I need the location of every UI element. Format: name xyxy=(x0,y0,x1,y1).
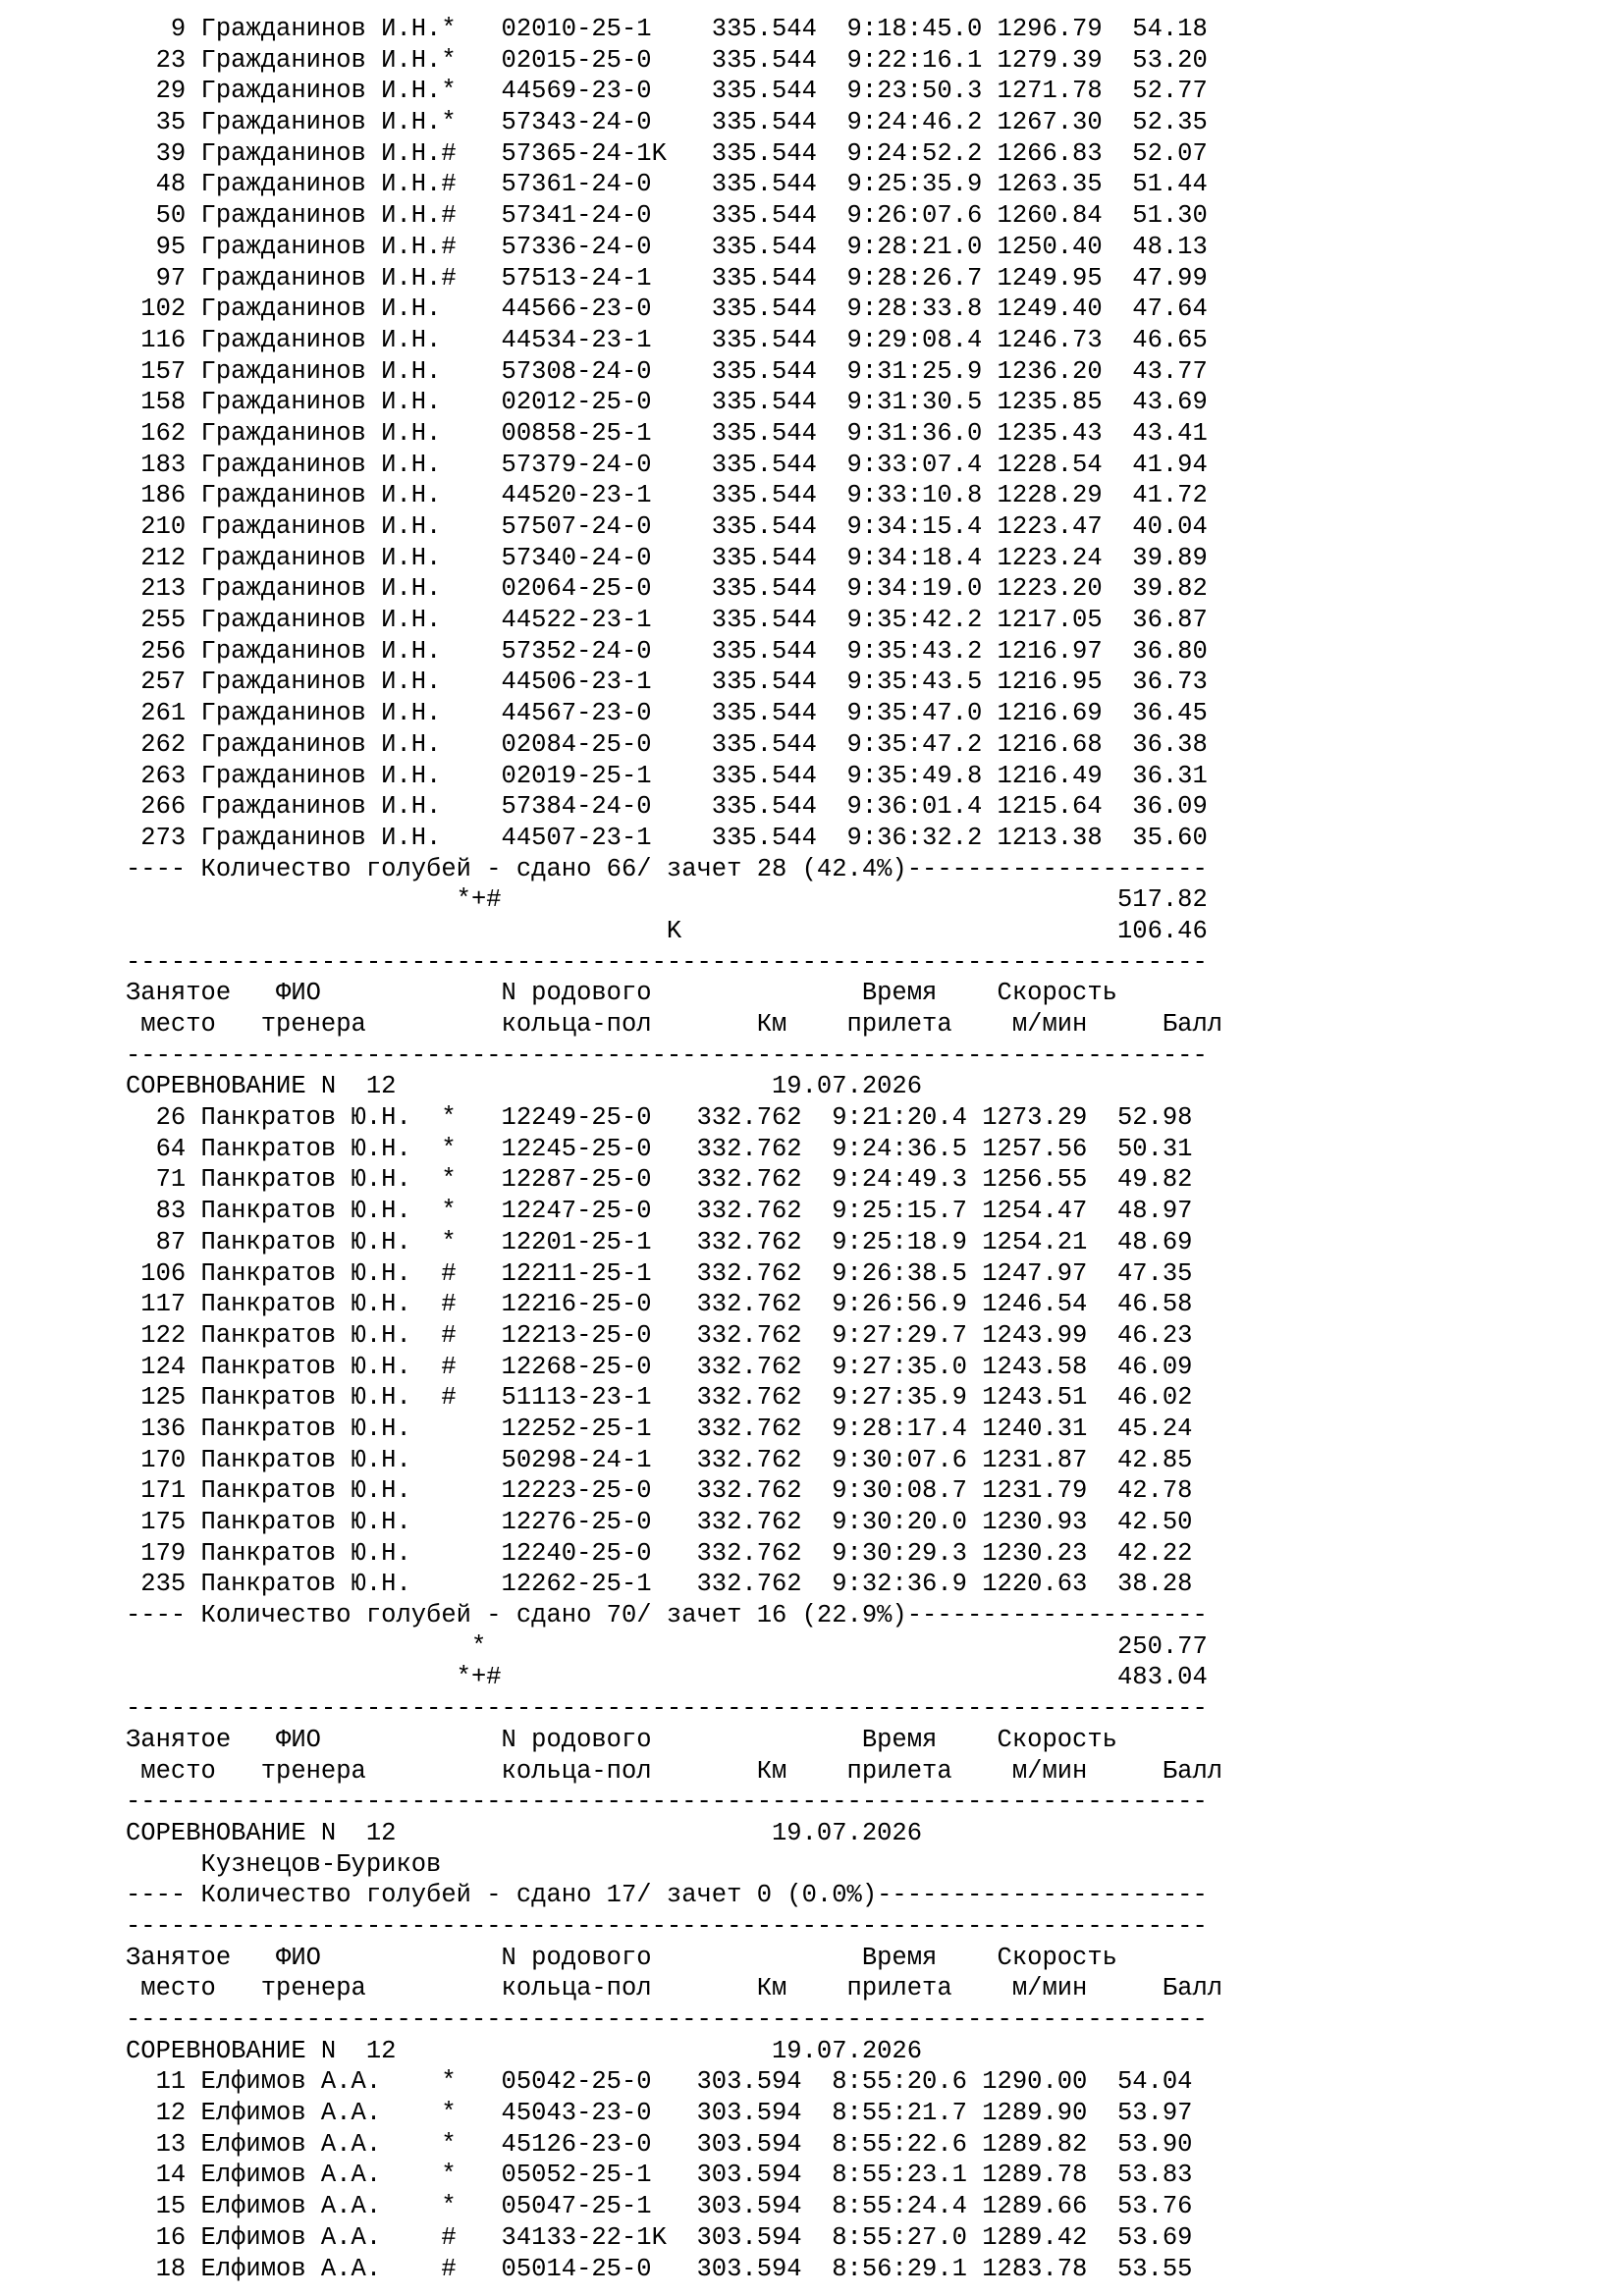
total-line: * 250.77 xyxy=(126,1631,1208,1661)
column-header: Занятое ФИО N родового Время Скорость xyxy=(126,1943,1117,1972)
competition-header: СОРЕВНОВАНИЕ N 12 19.07.2026 xyxy=(126,1072,923,1101)
result-row: 266 Гражданинов И.Н. 57384-24-0 335.544 9:36:01.4 1215.64 36.09 xyxy=(126,792,1208,822)
result-row: 29 Гражданинов И.Н.* 44569-23-0 335.544 9:23:50.3 1271.78 52.77 xyxy=(126,77,1208,106)
summary-line: ---- Количество голубей - сдано 66/ зачет 28 (42.4%)-------------------- xyxy=(126,854,1208,883)
result-row: 12 Елфимов А.А. * 45043-23-0 303.594 8:55:21.7 1289.90 53.97 xyxy=(126,2099,1193,2128)
result-row: 26 Панкратов Ю.Н. * 12249-25-0 332.762 9:21:20.4 1273.29 52.98 xyxy=(126,1103,1193,1133)
result-row: 170 Панкратов Ю.Н. 50298-24-1 332.762 9:30:07.6 1231.87 42.85 xyxy=(126,1445,1193,1474)
result-row: 71 Панкратов Ю.Н. * 12287-25-0 332.762 9:24:49.3 1256.55 49.82 xyxy=(126,1165,1193,1195)
result-row: 235 Панкратов Ю.Н. 12262-25-1 332.762 9:32:36.9 1220.63 38.28 xyxy=(126,1570,1193,1599)
total-line: *+# 517.82 xyxy=(126,885,1208,915)
separator-line: ------------------------------------------------------------------------ xyxy=(126,1788,1208,1817)
result-row: 171 Панкратов Ю.Н. 12223-25-0 332.762 9:30:08.7 1231.79 42.78 xyxy=(126,1476,1193,1506)
result-row: 125 Панкратов Ю.Н. # 51113-23-1 332.762 9:27:35.9 1243.51 46.02 xyxy=(126,1383,1193,1413)
result-row: 11 Елфимов А.А. * 05042-25-0 303.594 8:55:20.6 1290.00 54.04 xyxy=(126,2067,1193,2097)
separator-line: ------------------------------------------------------------------------ xyxy=(126,2005,1208,2034)
result-row: 158 Гражданинов И.Н. 02012-25-0 335.544 9:31:30.5 1235.85 43.69 xyxy=(126,388,1208,417)
competition-header: СОРЕВНОВАНИЕ N 12 19.07.2026 xyxy=(126,2036,923,2065)
result-row: 162 Гражданинов И.Н. 00858-25-1 335.544 9:31:36.0 1235.43 43.41 xyxy=(126,418,1208,448)
total-line: *+# 483.04 xyxy=(126,1663,1208,1692)
column-header: место тренера кольца-пол Км прилета м/мин Балл xyxy=(126,1974,1223,2003)
result-row: 122 Панкратов Ю.Н. # 12213-25-0 332.762 9:27:29.7 1243.99 46.23 xyxy=(126,1320,1193,1350)
competition-header: СОРЕВНОВАНИЕ N 12 19.07.2026 xyxy=(126,1818,923,1847)
race-results-printout xyxy=(126,14,1222,2284)
result-row: 39 Гражданинов И.Н.# 57365-24-1K 335.544 9:24:52.2 1266.83 52.07 xyxy=(126,138,1208,168)
result-row: 97 Гражданинов И.Н.# 57513-24-1 335.544 9:28:26.7 1249.95 47.99 xyxy=(126,263,1208,293)
result-row: 13 Елфимов А.А. * 45126-23-0 303.594 8:55:22.6 1289.82 53.90 xyxy=(126,2129,1193,2159)
result-row: 117 Панкратов Ю.Н. # 12216-25-0 332.762 9:26:56.9 1246.54 46.58 xyxy=(126,1290,1193,1319)
summary-line: ---- Количество голубей - сдано 17/ зачет 0 (0.0%)---------------------- xyxy=(126,1881,1208,1910)
result-row: 257 Гражданинов И.Н. 44506-23-1 335.544 9:35:43.5 1216.95 36.73 xyxy=(126,667,1208,697)
total-line: K 106.46 xyxy=(126,916,1208,945)
result-row: 255 Гражданинов И.Н. 44522-23-1 335.544 9:35:42.2 1217.05 36.87 xyxy=(126,606,1208,635)
result-row: 183 Гражданинов И.Н. 57379-24-0 335.544 9:33:07.4 1228.54 41.94 xyxy=(126,450,1208,479)
total-line: Кузнецов-Буриков xyxy=(126,1849,442,1879)
result-row: 256 Гражданинов И.Н. 57352-24-0 335.544 9:35:43.2 1216.97 36.80 xyxy=(126,636,1208,666)
column-header: место тренера кольца-пол Км прилета м/мин Балл xyxy=(126,1010,1223,1039)
result-row: 83 Панкратов Ю.Н. * 12247-25-0 332.762 9:25:15.7 1254.47 48.97 xyxy=(126,1197,1193,1226)
result-row: 18 Елфимов А.А. # 05014-25-0 303.594 8:56:29.1 1283.78 53.55 xyxy=(126,2254,1193,2283)
result-row: 263 Гражданинов И.Н. 02019-25-1 335.544 9:35:49.8 1216.49 36.31 xyxy=(126,761,1208,790)
result-row: 95 Гражданинов И.Н.# 57336-24-0 335.544 9:28:21.0 1250.40 48.13 xyxy=(126,232,1208,261)
result-row: 9 Гражданинов И.Н.* 02010-25-1 335.544 9:18:45.0 1296.79 54.18 xyxy=(126,15,1208,43)
result-row: 136 Панкратов Ю.Н. 12252-25-1 332.762 9:28:17.4 1240.31 45.24 xyxy=(126,1414,1193,1443)
result-row: 23 Гражданинов И.Н.* 02015-25-0 335.544 9:22:16.1 1279.39 53.20 xyxy=(126,45,1208,75)
result-row: 262 Гражданинов И.Н. 02084-25-0 335.544 9:35:47.2 1216.68 36.38 xyxy=(126,729,1208,759)
separator-line: ------------------------------------------------------------------------ xyxy=(126,1694,1208,1724)
result-row: 175 Панкратов Ю.Н. 12276-25-0 332.762 9:30:20.0 1230.93 42.50 xyxy=(126,1508,1193,1536)
column-header: место тренера кольца-пол Км прилета м/мин Балл xyxy=(126,1756,1223,1786)
result-row: 213 Гражданинов И.Н. 02064-25-0 335.544 9:34:19.0 1223.20 39.82 xyxy=(126,574,1208,604)
result-row: 102 Гражданинов И.Н. 44566-23-0 335.544 9:28:33.8 1249.40 47.64 xyxy=(126,294,1208,324)
result-row: 87 Панкратов Ю.Н. * 12201-25-1 332.762 9:25:18.9 1254.21 48.69 xyxy=(126,1227,1193,1256)
result-row: 35 Гражданинов И.Н.* 57343-24-0 335.544 9:24:46.2 1267.30 52.35 xyxy=(126,108,1208,137)
result-row: 157 Гражданинов И.Н. 57308-24-0 335.544 9:31:25.9 1236.20 43.77 xyxy=(126,356,1208,386)
result-row: 14 Елфимов А.А. * 05052-25-1 303.594 8:55:23.1 1289.78 53.83 xyxy=(126,2161,1193,2190)
separator-line: ------------------------------------------------------------------------ xyxy=(126,1911,1208,1941)
separator-line: ------------------------------------------------------------------------ xyxy=(126,947,1208,977)
result-row: 50 Гражданинов И.Н.# 57341-24-0 335.544 9:26:07.6 1260.84 51.30 xyxy=(126,201,1208,231)
separator-line: ------------------------------------------------------------------------ xyxy=(126,1041,1208,1070)
result-row: 106 Панкратов Ю.Н. # 12211-25-1 332.762 9:26:38.5 1247.97 47.35 xyxy=(126,1258,1193,1288)
result-row: 273 Гражданинов И.Н. 44507-23-1 335.544 9:36:32.2 1213.38 35.60 xyxy=(126,823,1208,852)
column-header: Занятое ФИО N родового Время Скорость xyxy=(126,979,1117,1008)
column-header: Занятое ФИО N родового Время Скорость xyxy=(126,1725,1117,1754)
result-row: 16 Елфимов А.А. # 34133-22-1K 303.594 8:55:27.0 1289.42 53.69 xyxy=(126,2222,1193,2252)
result-row: 48 Гражданинов И.Н.# 57361-24-0 335.544 9:25:35.9 1263.35 51.44 xyxy=(126,170,1208,199)
result-row: 261 Гражданинов И.Н. 44567-23-0 335.544 9:35:47.0 1216.69 36.45 xyxy=(126,699,1208,728)
result-row: 64 Панкратов Ю.Н. * 12245-25-0 332.762 9:24:36.5 1257.56 50.31 xyxy=(126,1134,1193,1163)
result-row: 124 Панкратов Ю.Н. # 12268-25-0 332.762 9:27:35.0 1243.58 46.09 xyxy=(126,1352,1193,1381)
result-row: 210 Гражданинов И.Н. 57507-24-0 335.544 9:34:15.4 1223.47 40.04 xyxy=(126,512,1208,541)
result-row: 116 Гражданинов И.Н. 44534-23-1 335.544 9:29:08.4 1246.73 46.65 xyxy=(126,325,1208,354)
result-row: 15 Елфимов А.А. * 05047-25-1 303.594 8:55:24.4 1289.66 53.76 xyxy=(126,2192,1193,2221)
result-row: 186 Гражданинов И.Н. 44520-23-1 335.544 9:33:10.8 1228.29 41.72 xyxy=(126,481,1208,510)
summary-line: ---- Количество голубей - сдано 70/ зачет 16 (22.9%)-------------------- xyxy=(126,1601,1208,1630)
result-row: 179 Панкратов Ю.Н. 12240-25-0 332.762 9:30:29.3 1230.23 42.22 xyxy=(126,1538,1193,1568)
result-row: 212 Гражданинов И.Н. 57340-24-0 335.544 9:34:18.4 1223.24 39.89 xyxy=(126,543,1208,572)
